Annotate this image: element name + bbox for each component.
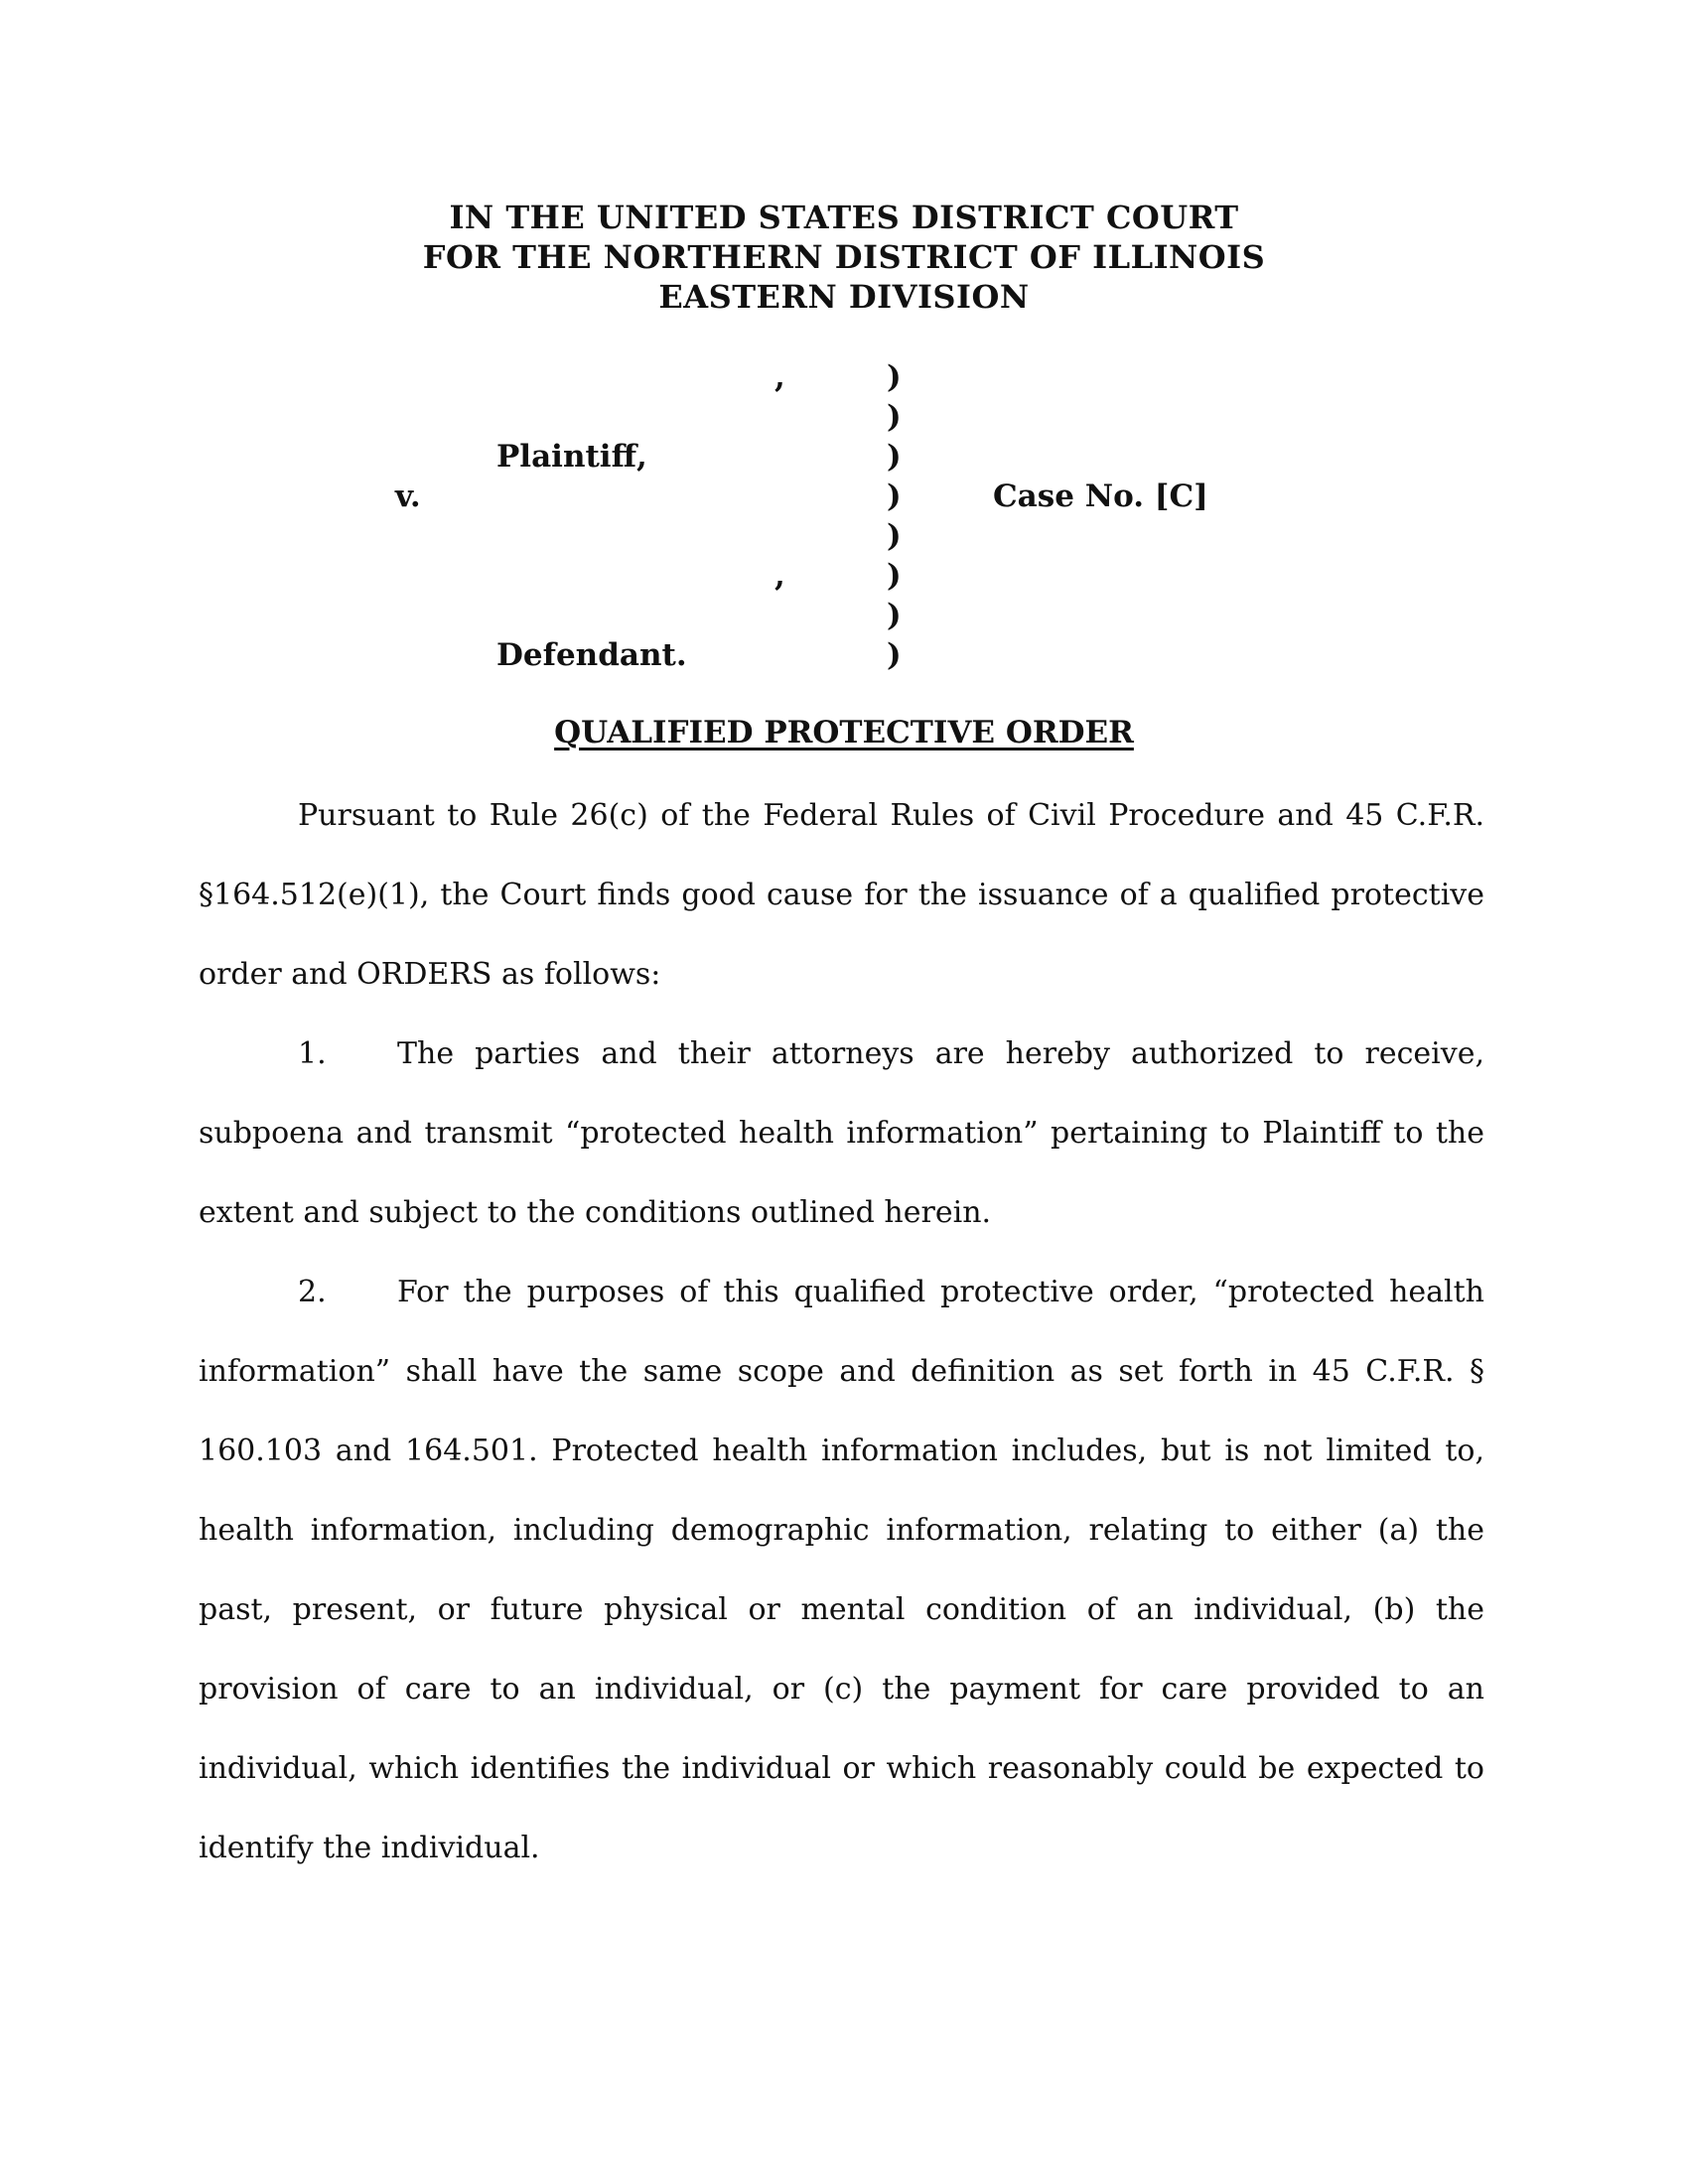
plaintiff-name-comma: , <box>774 359 785 395</box>
plaintiff-label: Plaintiff, <box>496 439 647 475</box>
caption-paren: ) <box>887 399 902 435</box>
court-division: EASTERN DIVISION <box>658 278 1030 316</box>
caption-paren: ) <box>887 558 902 594</box>
defendant-name-comma: , <box>774 558 785 594</box>
court-name-line-1: IN THE UNITED STATES DISTRICT COURT <box>449 199 1239 236</box>
paragraph-2 <box>199 1253 1484 1888</box>
defendant-label: Defendant. <box>496 637 687 673</box>
caption-paren: ) <box>887 637 902 673</box>
caption-paren: ) <box>887 598 902 633</box>
court-name-line-2: FOR THE NORTHERN DISTRICT OF ILLINOIS <box>422 238 1266 276</box>
caption-paren: ) <box>887 518 902 554</box>
case-number: Case No. [C] <box>993 478 1208 514</box>
caption-paren: ) <box>887 359 902 395</box>
intro-paragraph: Pursuant to Rule 26(c) of the Federal Rules of Civil Procedure and 45 C.F.R. §164.512(e)(1), the Court finds good cause for the issuance of a qualified protective order and ORDERS as follows: <box>199 798 1484 992</box>
versus-label: v. <box>395 478 421 514</box>
paragraph-text: For the purposes of this qualified protective order, “protected health information” shall have the same scope and definition as set forth in 45 C.F.R. § 160.103 and 164.501. Protected health information includes, but is not limited to, health information, including demographic information, relating to either (a) the past, present, or future physical or mental condition of an individual, (b) the provision of care to an individual, or (c) the payment for care provided to an individual, which identifies the individual or which reasonably could be expected to identify the individual. <box>199 1275 1484 1865</box>
caption-paren: ) <box>887 478 902 514</box>
paragraph-1 <box>199 1015 1484 1253</box>
document-title: QUALIFIED PROTECTIVE ORDER <box>554 715 1134 751</box>
paragraph-number: 1. <box>298 1036 327 1071</box>
paragraph-text: The parties and their attorneys are hereby authorized to receive, subpoena and transmit “protected health information” pertaining to Plaintiff to the extent and subject to the conditions outlined herein. <box>199 1036 1484 1230</box>
caption-paren: ) <box>887 439 902 475</box>
paragraph-number: 2. <box>298 1275 327 1309</box>
